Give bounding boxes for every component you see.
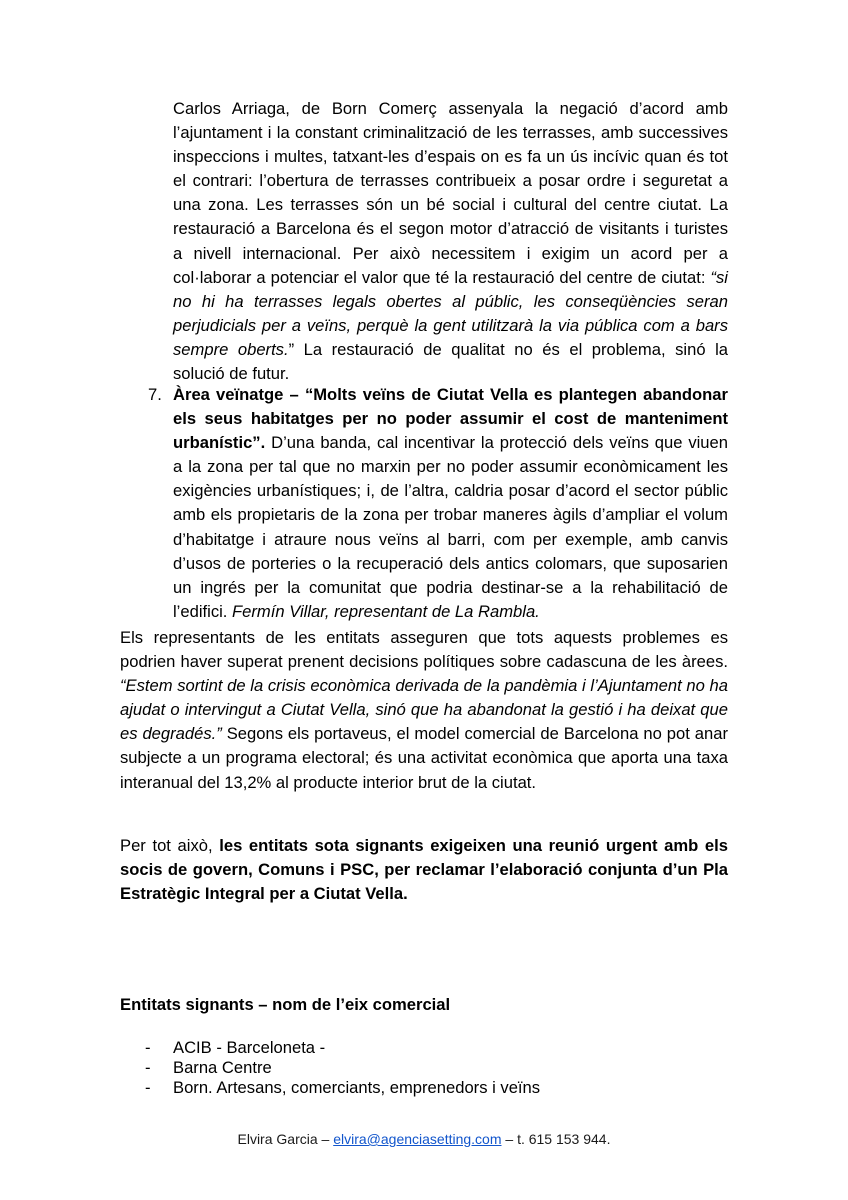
paragraph-conclusion <box>120 834 728 906</box>
dash-bullet: - <box>145 1078 151 1097</box>
paragraph-text: Per tot això, <box>120 836 220 855</box>
quote-text: “Estem sortint de la crisis econòmica derivada de la pandèmia i l’Ajuntament no ha ajudat o intervingut a Ciutat Vella, sinó que ha abandonat la gestió i ha deixat que es degradés.” <box>120 676 728 744</box>
list-item <box>145 1078 540 1098</box>
paragraph-representants <box>120 626 728 795</box>
list-item-7 <box>148 383 728 624</box>
list-number: 7. <box>148 385 162 404</box>
paragraph-text: Carlos Arriaga, de Born Comerç assenyala la negació d’acord amb l’ajuntament i la constant criminalització de les terrasses, amb successives inspeccions i multes, tatxant-les d’espais on es fa un ús incívic quan és tot el contrari: l’obertura de terrasses contribueix a posar ordre i seguretat a una zona. Les terrasses són un bé social i cultural del centre ciutat. La restauració a Barcelona és el segon motor d’atracció de visitants i turistes a nivell internacional. Per això necessitem i exigim un acord per a col·laborar a potenciar el valor que té la restauració del centre de ciutat: <box>173 99 728 287</box>
item-title: Àrea veïnatge – “Molts veïns de Ciutat Vella es plantegen abandonar els seus habitatges per no poder assumir el cost de manteniment urbanístic”. <box>173 385 728 453</box>
signatory-name: Barna Centre <box>173 1058 272 1077</box>
footer-phone: – t. 615 153 944. <box>501 1131 611 1147</box>
signatories-heading: Entitats signants – nom de l’eix comercial <box>120 995 451 1014</box>
list-item <box>145 1038 540 1058</box>
signatory-name: ACIB - Barceloneta - <box>173 1038 326 1057</box>
email-link[interactable]: elvira@agenciasetting.com <box>333 1131 502 1147</box>
item-signature: Fermín Villar, representant de La Rambla. <box>232 601 540 621</box>
paragraph-text: Els representants de les entitats asseguren que tots aquests problemes es podrien haver superat prenent decisions polítiques sobre cadascuna de les àrees. <box>120 628 728 672</box>
footer-name: Elvira Garcia – <box>237 1131 334 1147</box>
signatories-list <box>145 1038 540 1098</box>
paragraph-terrasses <box>173 97 728 386</box>
item-text: D’una banda, cal incentivar la protecció dels veïns que viuen a la zona per tal que no marxin per no poder assumir econòmicament les exigències urbanístiques; i, de l’altra, caldria posar d’acord el sector públic amb els propietaris de la zona per trobar maneres àgils d’ampliar el volum d’habitatge i atraure nous veïns al barri, com per exemple, amb canvis d’usos de porteries o la recuperació dels antics colomars, que suposarien un ingrés per la comunitat que podria destinar-se a la rehabilitació de l’edifici. <box>173 433 728 621</box>
list-item-body <box>173 383 728 624</box>
paragraph-text: Segons els portaveus, el model comercial de Barcelona no pot anar subjecte a un programa electoral; és una activitat econòmica que aporta una taxa interanual del 13,2% al producte interior brut de la ciutat. <box>120 724 729 792</box>
signatory-name: Born. Artesans, comerciants, emprenedors i veïns <box>173 1078 541 1097</box>
footer <box>0 1131 848 1147</box>
paragraph-text: ” La restauració de qualitat no és el problema, sinó la solució de futur. <box>173 339 728 384</box>
bold-demand: les entitats sota signants exigeixen una reunió urgent amb els socis de govern, Comuns i PSC, per reclamar l’elaboració conjunta d’un Pla Estratègic Integral per a Ciutat Vella. <box>120 836 729 904</box>
list-item <box>145 1058 540 1078</box>
quote-text: “si no hi ha terrasses legals obertes al públic, les conseqüències seran perjudicials per a veïns, perquè la gent utilitzarà la via pública com a bars sempre oberts. <box>173 267 728 359</box>
dash-bullet: - <box>145 1038 151 1057</box>
dash-bullet: - <box>145 1058 151 1077</box>
